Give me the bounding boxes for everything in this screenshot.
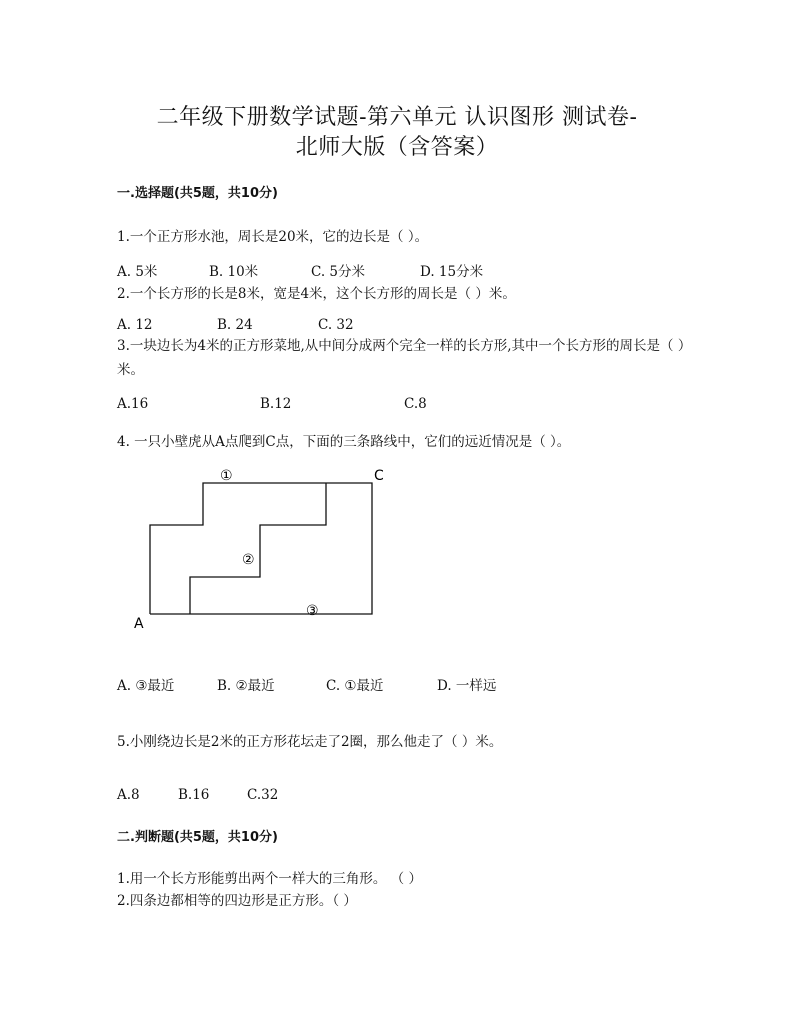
question-4: 4. 一只小壁虎从A点爬到C点，下面的三条路线中，它们的远近情况是（ ）。 [117,434,571,450]
q5-option-a: A.8 [117,787,140,803]
page-title-line1: 二年级下册数学试题-第六单元 认识图形 测试卷- [156,105,638,130]
section-heading-judgment: 二.判断题(共5题，共10分) [117,830,278,845]
section-heading-choice: 一.选择题(共5题，共10分) [117,186,278,201]
q1-option-b: B. 10米 [209,264,259,280]
route-3-label: ③ [306,603,319,619]
q1-option-d: D. 15分米 [420,264,484,280]
route-2-label: ② [242,552,255,568]
judgment-question-1: 1.用一个长方形能剪出两个一样大的三角形。 （ ） [117,871,422,887]
q4-option-c: C. ①最近 [326,678,384,694]
route-1-line [150,483,372,614]
q3-option-a: A.16 [117,396,149,412]
page-title-line2: 北师大版（含答案） [295,135,499,160]
q1-option-a: A. 5米 [117,264,158,280]
route-figure [128,462,398,637]
route-2-line [190,483,326,614]
judgment-question-2: 2.四条边都相等的四边形是正方形。（ ） [117,893,357,909]
q5-option-c: C.32 [247,787,279,803]
q3-option-b: B.12 [260,396,292,412]
q3-option-c: C.8 [404,396,427,412]
question-1: 1.一个正方形水池，周长是20米，它的边长是（ ）。 [117,229,429,245]
question-2: 2.一个长方形的长是8米，宽是4米，这个长方形的周长是（ ）米。 [117,286,516,302]
question-5: 5.小刚绕边长是2米的正方形花坛走了2圈，那么他走了（ ）米。 [117,734,503,750]
q2-option-c: C. 32 [318,317,354,333]
q2-option-b: B. 24 [217,317,253,333]
point-a-label: A [134,616,144,632]
q4-option-a: A. ③最近 [117,678,175,694]
q2-option-a: A. 12 [117,317,153,333]
route-1-label: ① [220,468,233,484]
q1-option-c: C. 5分米 [311,264,366,280]
q5-option-b: B.16 [178,787,210,803]
q4-option-d: D. 一样远 [437,678,497,694]
question-3: 3.一块边长为4米的正方形菜地,从中间分成两个完全一样的长方形,其中一个长方形的周长是（ ）米。 [117,338,692,378]
point-c-label: C [374,468,384,484]
q4-option-b: B. ②最近 [217,678,275,694]
